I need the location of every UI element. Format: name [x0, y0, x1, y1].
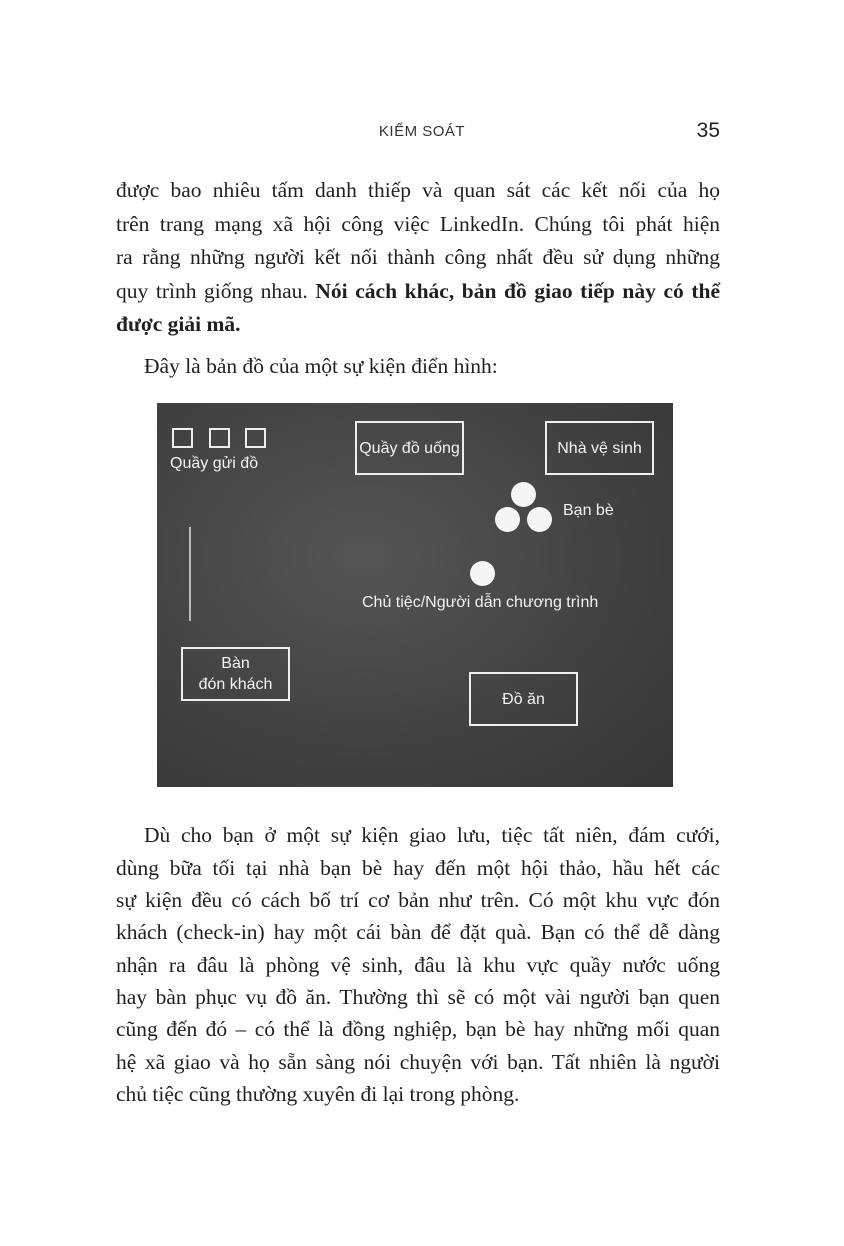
friend-dot — [511, 482, 536, 507]
restroom-box: Nhà vệ sinh — [545, 421, 654, 475]
body-line: sự kiện đều có cách bố trí cơ bản như trên. Có một khu vực đón — [116, 888, 720, 912]
page-number: 35 — [696, 119, 720, 142]
body-line: ra rằng những người kết nối thành công nhất đều sử dụng những — [116, 245, 720, 269]
body-line: trên trang mạng xã hội công việc LinkedIn. Chúng tôi phát hiện — [116, 212, 720, 236]
body-line — [116, 312, 720, 336]
food-box: Đồ ăn — [469, 672, 578, 726]
body-line: được bao nhiêu tấm danh thiếp và quan sát các kết nối của họ — [116, 178, 720, 202]
reception-label: đón khách — [198, 676, 273, 693]
body-line: khách (check-in) hay một cái bàn để đặt quà. Bạn có thể dễ dàng — [116, 920, 720, 944]
host-dot — [470, 561, 495, 586]
emphasis-text: Nói cách khác, bản đồ giao tiếp này có thể — [315, 279, 721, 303]
body-line: hay bàn phục vụ đồ ăn. Thường thì sẽ có một vài người bạn quen — [116, 985, 720, 1009]
drinks-box: Quầy đồ uống — [355, 421, 464, 475]
running-title: KIỂM SOÁT — [378, 123, 466, 140]
body-line: dùng bữa tối tại nhà bạn bè hay đến một hội thảo, hầu hết các — [116, 856, 720, 880]
locker-square — [209, 428, 230, 448]
body-text: quy trình giống nhau. — [116, 279, 316, 303]
friend-dot — [527, 507, 552, 532]
body-line — [116, 279, 720, 303]
emphasis-text: được giải mã. — [116, 312, 241, 336]
intro-line: Đây là bản đồ của một sự kiện điển hình: — [144, 354, 498, 378]
body-line: chủ tiệc cũng thường xuyên đi lại trong phòng. — [116, 1082, 520, 1106]
locker-square — [245, 428, 266, 448]
body-line: cũng đến đó – có thể là đồng nghiệp, bạn bè hay những mối quan — [116, 1017, 720, 1041]
body-line: Dù cho bạn ở một sự kiện giao lưu, tiệc tất niên, đám cưới, — [144, 823, 720, 847]
body-line: hệ xã giao và họ sẵn sàng nói chuyện với bạn. Tất nhiên là người — [116, 1050, 720, 1074]
body-line: nhận ra đâu là phòng vệ sinh, đâu là khu vực quầy nước uống — [116, 953, 720, 977]
reception-box — [181, 647, 290, 701]
reception-label: Bàn — [221, 655, 250, 672]
locker-square — [172, 428, 193, 448]
host-label: Chủ tiệc/Người dẫn chương trình — [362, 594, 599, 611]
friend-dot — [495, 507, 520, 532]
friends-label: Bạn bè — [563, 502, 614, 519]
chalk-line — [189, 527, 191, 621]
event-map-diagram — [157, 403, 673, 787]
coat-check-label: Quầy gửi đồ — [170, 455, 259, 472]
